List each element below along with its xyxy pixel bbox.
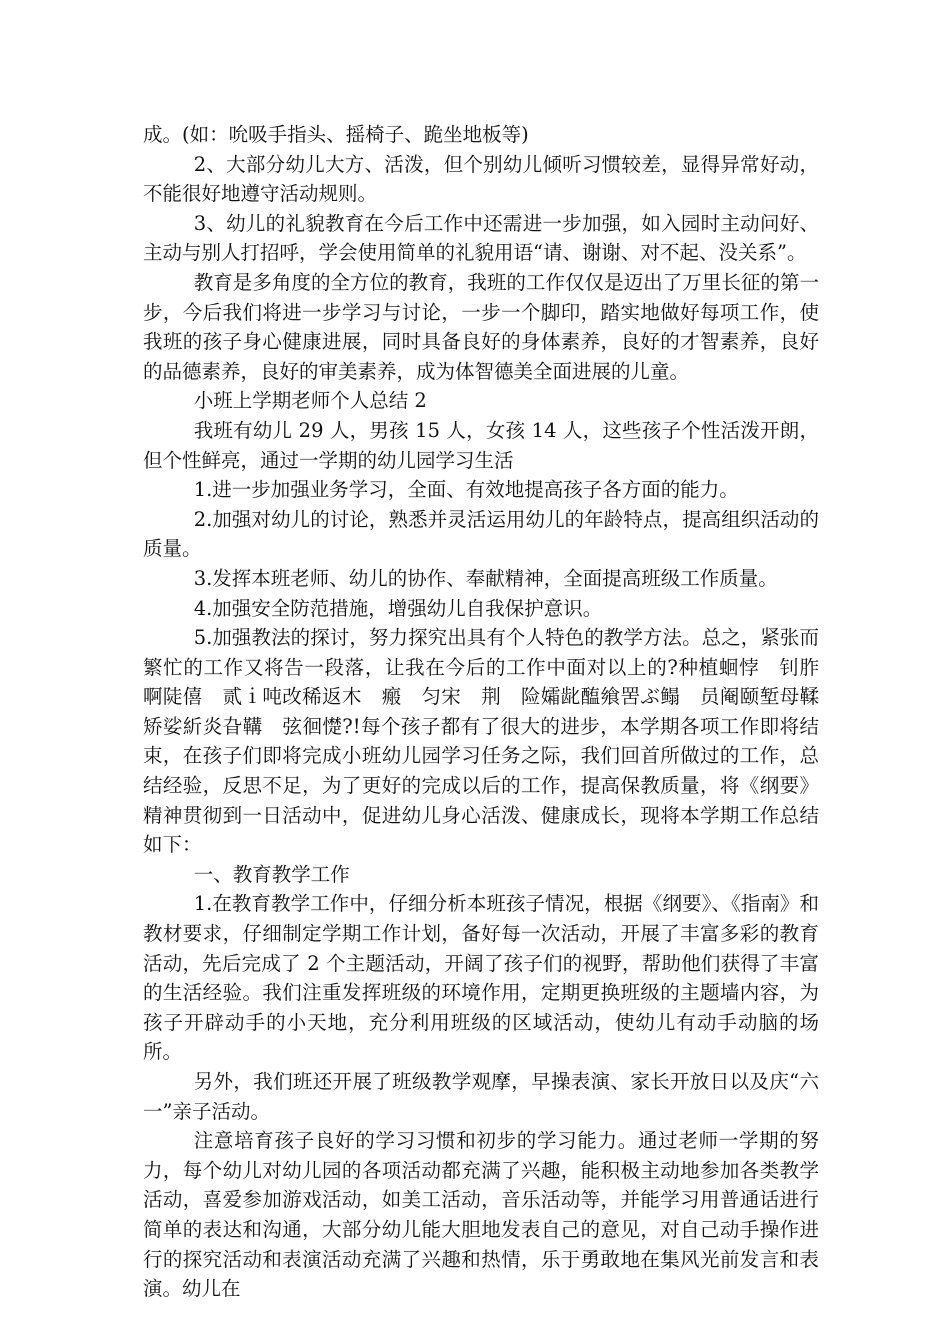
paragraph-continuation: 成。(如：吮吸手指头、摇椅子、跪坐地板等) [143,123,529,146]
document-body [143,120,839,1304]
paragraph-teaching-work: 1.在教育教学工作中，仔细分析本班孩子情况，根据《纲要》、《指南》和教材要求，仔细制定学期工作计划，备好每一次活动，开展了丰富多彩的教育活动，先后完成了 2 个主题活动，开阔了孩子们的视野，帮助他们获得了丰富的生活经验。我们注重发挥班级的环境作用，定期更换班级的主题墙内容，为孩子开辟动手的小天地，充分利用班级的区域活动，使幼儿有动手动脑的场所。 [143,892,819,1064]
paragraph-item-3: 3、幼儿的礼貌教育在今后工作中还需进一步加强，如入园时主动问好、主动与别人打招呼，学会使用简单的礼貌用语“请、谢谢、对不起、没关系”。 [143,211,819,265]
goal-item-3: 3.发挥本班老师、幼儿的协作、奉献精神，全面提高班级工作质量。 [193,566,778,590]
goal-item-4: 4.加强安全防范措施，增强幼儿自我保护意识。 [193,596,603,620]
paragraph-learning-habits: 注意培育孩子良好的学习习惯和初步的学习能力。通过老师一学期的努力，每个幼儿对幼儿园的各项活动都充满了兴趣，能积极主动地参加各类教学活动，喜爱参加游戏活动，如美工活动，音乐活动等，并能学习用普通话进行简单的表达和沟通，大部分幼儿能大胆地发表自己的意见，对自己动手操作进行的探究活动和表演活动充满了兴趣和热情，乐于勇敢地在集风光前发言和表演。幼儿在 [143,1129,819,1301]
goal-item-2: 2.加强对幼儿的讨论，熟悉并灵活运用幼儿的年龄特点，提高组织活动的质量。 [143,507,819,561]
goal-item-5: 5.加强教法的探讨，努力探究出具有个人特色的教学方法。总之，紧张而繁忙的工作又将告一段落，让我在今后的工作中面对以上的?种植蛔悖 钊胙 啊陡僖 贰ｉ吨改稀返木 瘢 匀宋 荆 险孀龀醢飨罟ぶ鳎 员阉颐堑母鞣矫娑紤炎旮鞲 弦徊憷?!每个孩子都有了很大的进步，本学期各项工作即将结束，在孩子们即将完成小班幼儿园学习任务之际，我们回首所做过的工作，总结经验，反思不足，为了更好的完成以后的工作，提高保教质量，将《纲要》精神贯彻到一日活动中，促进幼儿身心活泼、健康成长，现将本学期工作总结如下： [143,626,839,857]
section-heading-teaching: 一、教育教学工作 [193,862,350,886]
goal-item-1: 1.进一步加强业务学习，全面、有效地提高孩子各方面的能力。 [193,478,739,502]
paragraph-conclusion: 教育是多角度的全方位的教育，我班的工作仅仅是迈出了万里长征的第一步，今后我们将进一步学习与讨论，一步一个脚印，踏实地做好每项工作，使我班的孩子身心健康进展，同时具备良好的身体素养，良好的才智素养，良好的品德素养，良好的审美素养，成为体智德美全面进展的儿童。 [143,270,819,383]
paragraph-class-intro: 我班有幼儿 29 人，男孩 15 人，女孩 14 人，这些孩子个性活泼开朗，但个性鲜亮，通过一学期的幼儿园学习生活 [143,418,819,472]
section-title: 小班上学期老师个人总结 2 [193,389,427,413]
paragraph-item-2: 2、大部分幼儿大方、活泼，但个别幼儿倾听习惯较差，显得异常好动，不能很好地遵守活动规则。 [143,152,819,206]
paragraph-activities: 另外，我们班还开展了班级教学观摩，早操表演、家长开放日以及庆“六一”亲子活动。 [143,1070,819,1123]
